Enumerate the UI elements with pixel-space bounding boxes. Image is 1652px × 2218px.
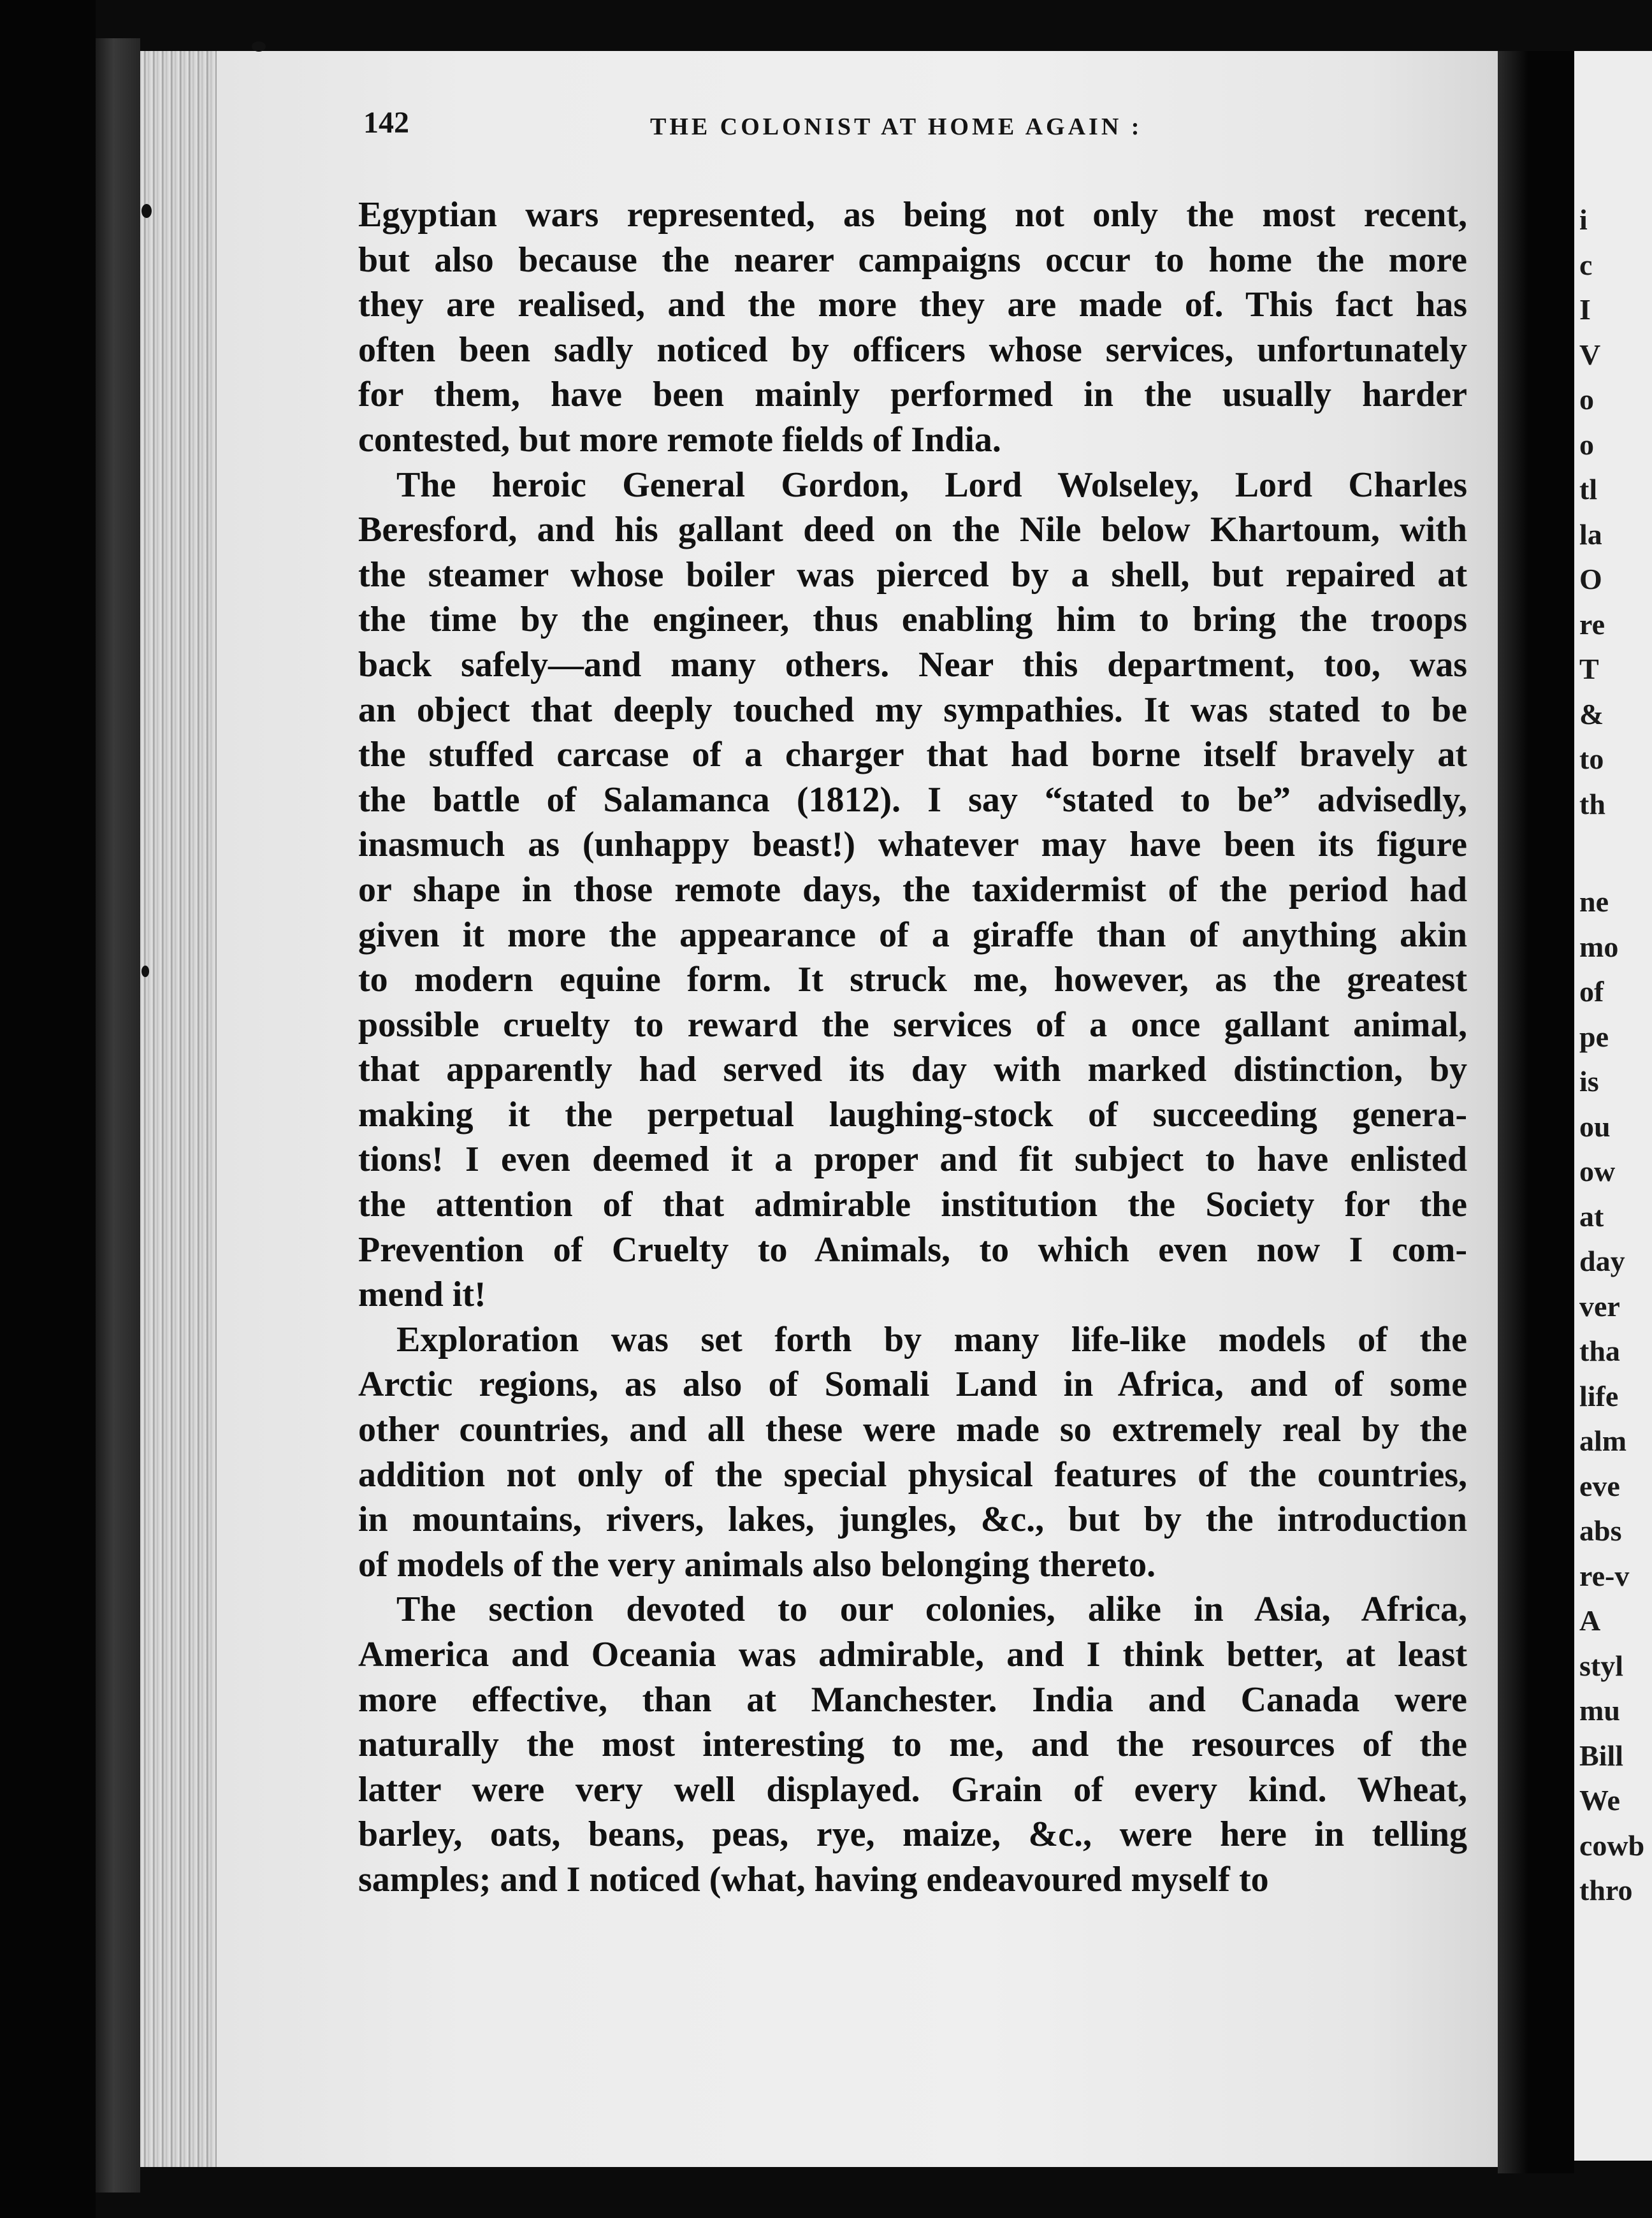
facing-page-line: ne <box>1579 885 1609 918</box>
facing-page-line: th <box>1579 787 1605 820</box>
facing-page-line: re-v <box>1579 1559 1630 1592</box>
text-line: or shape in those remote days, the taxidermist of the period had <box>358 869 1467 910</box>
scan-speck <box>252 41 266 52</box>
facing-page-line: eve <box>1579 1469 1620 1502</box>
facing-page-block-1 <box>1579 198 1605 827</box>
facing-page-line: of <box>1579 975 1604 1008</box>
facing-page-line: to <box>1579 743 1604 775</box>
page-stack-edges <box>140 51 217 2167</box>
text-line: mend it! <box>358 1275 486 1315</box>
scan-speck <box>141 966 149 977</box>
text-line: back safely—and many others. Near this department, too, was <box>358 644 1467 685</box>
text-line: the battle of Salamanca (1812). I say “stated to be” advisedly, <box>358 779 1467 820</box>
facing-page-line: c <box>1579 248 1593 281</box>
paragraph <box>358 463 1467 1317</box>
facing-page-line: is <box>1579 1065 1599 1098</box>
page-number: 142 <box>363 106 409 140</box>
text-line: tions! I even deemed it a proper and fit subject to have enlisted <box>358 1140 1467 1180</box>
text-line: to modern equine form. It struck me, however, as the greatest <box>358 960 1467 1000</box>
facing-page-line: & <box>1579 697 1604 730</box>
facing-page-line: at <box>1579 1200 1604 1233</box>
facing-page-block-2 <box>1579 880 1644 1913</box>
text-line: America and Oceania was admirable, and I think better, at least <box>358 1635 1467 1674</box>
text-line: the steamer whose boiler was pierced by a shell, but repaired at <box>358 554 1467 595</box>
text-line: the stuffed carcase of a charger that had borne itself bravely at <box>358 735 1467 775</box>
text-line: addition not only of the special physical features of the countries, <box>358 1454 1467 1495</box>
running-head: THE COLONIST AT HOME AGAIN : <box>650 113 1143 140</box>
facing-page-line: A <box>1579 1604 1601 1637</box>
paragraph <box>358 192 1467 463</box>
text-line: inasmuch as (unhappy beast!) whatever may have been its figure <box>358 825 1467 865</box>
text-line: possible cruelty to reward the services of a once gallant animal, <box>358 1004 1467 1045</box>
text-line: they are realised, and the more they are made of. This fact has <box>358 285 1467 325</box>
text-line: an object that deeply touched my sympathies. It was stated to be <box>358 690 1467 730</box>
book-spine-edge <box>96 38 140 2193</box>
text-line: making it the perpetual laughing-stock of succeeding genera- <box>358 1094 1467 1134</box>
facing-page-line: re <box>1579 607 1605 641</box>
facing-page-line: alm <box>1579 1424 1627 1457</box>
facing-page-line: Bill <box>1579 1739 1624 1772</box>
facing-page-line: day <box>1579 1245 1625 1277</box>
text-line: other countries, and all these were made so extremely real by the <box>358 1410 1467 1450</box>
book-gutter <box>1498 51 1574 2173</box>
text-line: the attention of that admirable institution the Society for the <box>358 1185 1467 1225</box>
paragraph <box>358 1317 1467 1588</box>
text-line: Exploration was set forth by many life-like models of the <box>396 1319 1467 1359</box>
facing-page-line: I <box>1579 293 1591 326</box>
facing-page-line: la <box>1579 518 1602 551</box>
text-line: contested, but more remote fields of India. <box>358 419 1001 460</box>
text-line: in mountains, rivers, lakes, jungles, &c., but by the introduction <box>358 1500 1467 1540</box>
facing-page-line: o <box>1579 383 1594 416</box>
facing-page-line: mo <box>1579 930 1619 963</box>
facing-page-line: mu <box>1579 1694 1620 1727</box>
facing-page-line: We <box>1579 1784 1620 1816</box>
page-body-text <box>358 192 1467 1903</box>
text-line: the time by the engineer, thus enabling him to bring the troops <box>358 600 1467 640</box>
text-line: for them, have been mainly performed in the usually harder <box>358 375 1467 415</box>
facing-page-fragment <box>1574 51 1652 2161</box>
facing-page-line: styl <box>1579 1649 1623 1682</box>
text-line: samples; and I noticed (what, having endeavoured myself to <box>358 1859 1269 1899</box>
facing-page-line: i <box>1579 203 1588 236</box>
text-line: barley, oats, beans, peas, rye, maize, &c., were here in telling <box>358 1815 1467 1855</box>
paragraph <box>358 1587 1467 1902</box>
text-line: The heroic General Gordon, Lord Wolseley, Lord Charles <box>396 465 1467 505</box>
text-line: Arctic regions, as also of Somali Land in Africa, and of some <box>358 1365 1467 1405</box>
scan-speck <box>141 204 152 218</box>
text-line: that apparently had served its day with marked distinction, by <box>358 1050 1467 1090</box>
text-line: Beresford, and his gallant deed on the Nile below Khartoum, with <box>358 510 1467 550</box>
facing-page-line: tl <box>1579 473 1598 505</box>
facing-page-line: pe <box>1579 1020 1609 1053</box>
text-line: often been sadly noticed by officers whose services, unfortunately <box>358 330 1467 370</box>
facing-page-line: V <box>1579 338 1601 371</box>
text-line: latter were very well displayed. Grain of every kind. Wheat, <box>358 1769 1467 1809</box>
facing-page-line: thro <box>1579 1874 1633 1906</box>
facing-page-line: cowb <box>1579 1829 1645 1862</box>
text-line: The section devoted to our colonies, alike in Asia, Africa, <box>396 1590 1467 1630</box>
facing-page-line: T <box>1579 653 1599 685</box>
text-line: of models of the very animals also belonging thereto. <box>358 1544 1156 1584</box>
facing-page-line: tha <box>1579 1335 1620 1367</box>
facing-page-line: life <box>1579 1379 1619 1412</box>
facing-page-line: ver <box>1579 1289 1620 1323</box>
text-line: Egyptian wars represented, as being not only the most recent, <box>358 195 1467 235</box>
facing-page-line: ou <box>1579 1110 1611 1143</box>
page-header <box>363 105 1472 150</box>
facing-page-line: abs <box>1579 1514 1622 1547</box>
text-line: more effective, than at Manchester. India and Canada were <box>358 1679 1467 1720</box>
text-line: Prevention of Cruelty to Animals, to which even now I com- <box>358 1229 1467 1270</box>
facing-page-line: O <box>1579 563 1602 595</box>
text-line: but also because the nearer campaigns occur to home the more <box>358 240 1467 280</box>
text-line: naturally the most interesting to me, and the resources of the <box>358 1725 1467 1765</box>
facing-page-line: o <box>1579 428 1594 461</box>
facing-page-line: ow <box>1579 1155 1616 1187</box>
scanner-border <box>0 0 96 2218</box>
text-line: given it more the appearance of a giraffe than of anything akin <box>358 915 1467 955</box>
